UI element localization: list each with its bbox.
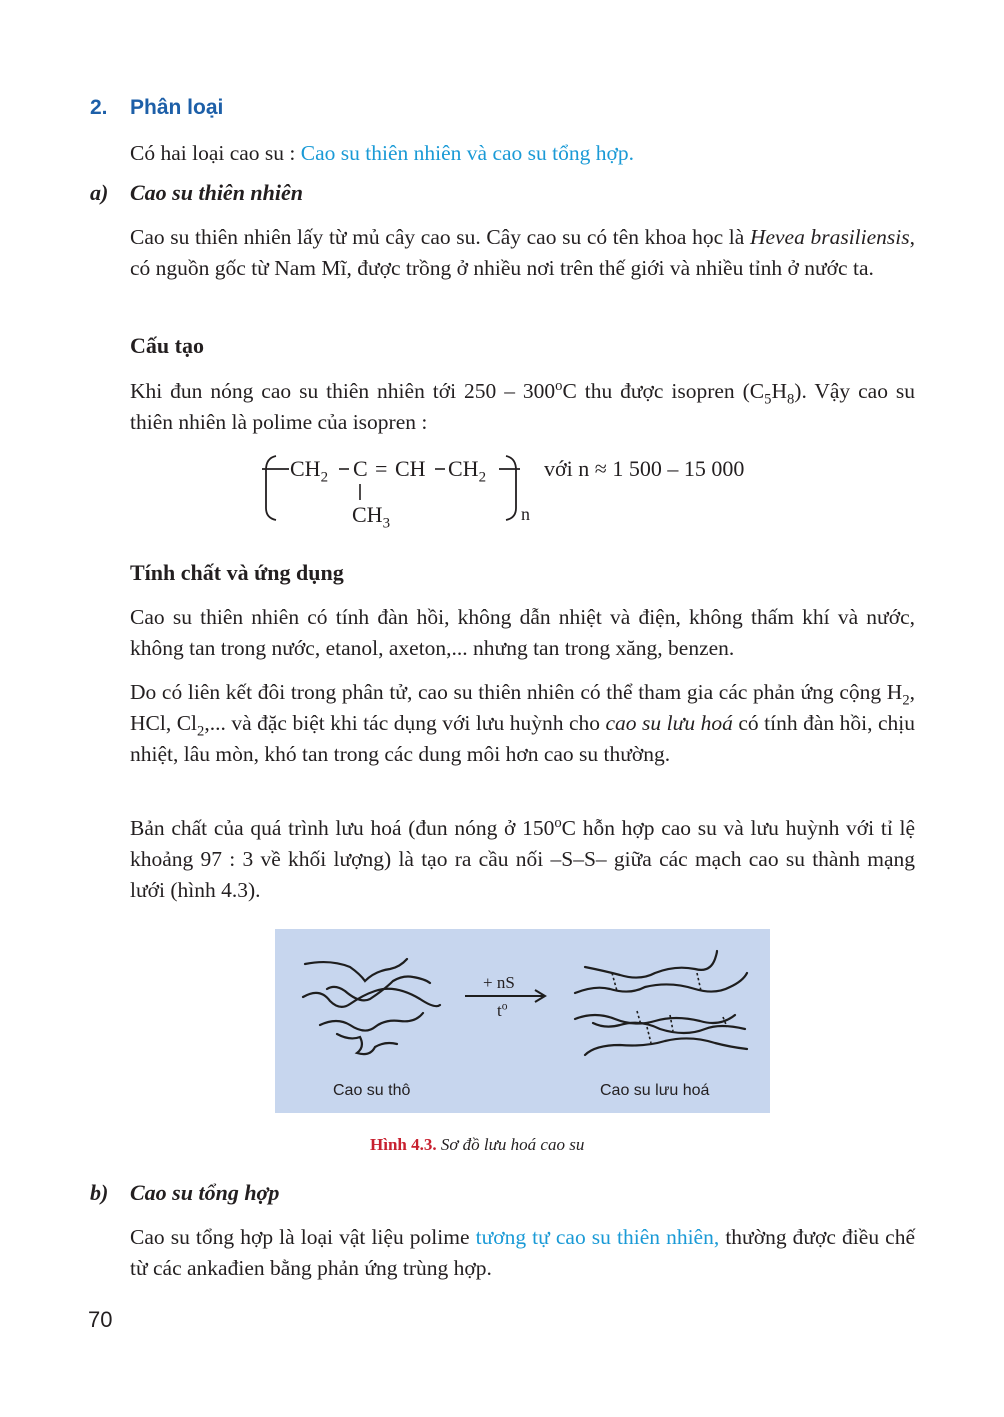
structure-text-1: Khi đun nóng cao su thiên nhiên tới 250 – 300: [130, 379, 556, 403]
paragraph-synthetic: Cao su tổng hợp là loại vật liệu polime tương tự cao su thiên nhiên, thường được điều chế từ các ankađien bằng phản ứng trùng hợp.: [130, 1225, 915, 1280]
page-number: 70: [88, 1307, 113, 1332]
paragraph-origin: [130, 222, 915, 284]
formula-double-bond: =: [375, 456, 388, 481]
section-title: Phân loại: [130, 96, 224, 119]
section-heading: [90, 96, 108, 120]
section-title-wrap: [130, 96, 223, 120]
raw-rubber-label: Cao su thô: [333, 1082, 411, 1099]
structure-text-3: H: [771, 379, 787, 403]
formula-ch3: $CH_3$: [352, 502, 391, 532]
figure-caption: [370, 1135, 584, 1155]
sub-a-title: Cao su thiên nhiên: [130, 180, 304, 205]
vulcanized-rubber-term: cao su lưu hoá: [605, 711, 733, 735]
formula-n: n: [521, 504, 530, 524]
paragraph-properties-3: Bản chất của quá trình lưu hoá (đun nóng ở 150$^o$C hỗn hợp cao su và lưu huỳnh với tỉ lệ khoảng 97 : 3 về khối lượng) là tạo ra cầu nối –S–S– giữa các mạch cao su thành mạng lưới (hình 4.3).: [130, 814, 916, 902]
structure-text-4: ). Vậy cao su thiên nhiên là polime của isopren :: [130, 379, 916, 434]
structure-text-2: C thu được isopren (C: [562, 379, 765, 403]
paragraph-properties-1: Cao su thiên nhiên có tính đàn hồi, không dẫn nhiệt và điện, không thấm khí và nước, không tan trong nước, etanol, axeton,... nhưng tan trong xăng, benzen.: [130, 605, 915, 660]
sub-8: 8: [786, 391, 795, 408]
para1-text-1: Cao su thiên nhiên lấy từ mủ cây cao su. Cây cao su có tên khoa học là: [130, 225, 750, 249]
isoprene-formula: [262, 450, 822, 540]
properties-heading: Tính chất và ứng dụng: [130, 560, 344, 585]
sub-b-label: b): [90, 1180, 109, 1205]
figure-caption-number: Hình 4.3.: [370, 1135, 437, 1154]
intro-highlight: Cao su thiên nhiên và cao su tổng hợp.: [300, 141, 634, 165]
para1-text-2: , có nguồn gốc từ Nam Mĩ, được trồng ở nhiều nơi trên thế giới và nhiều tỉnh ở nước ta.: [130, 225, 916, 280]
intro-paragraph: [130, 138, 920, 169]
structure-heading: Cấu tạo: [130, 333, 204, 358]
arrow-condition: $t^o$: [497, 999, 508, 1020]
figure-caption-text: Sơ đồ lưu hoá cao su: [436, 1135, 585, 1154]
formula-ch: CH: [395, 456, 426, 481]
sub-a-label: a): [90, 180, 109, 205]
vulcanized-rubber-label: Cao su lưu hoá: [600, 1082, 710, 1099]
sub-5: 5: [764, 391, 772, 408]
formula-ch2-b: $CH_2$: [448, 456, 487, 486]
intro-text: Có hai loại cao su :: [130, 141, 301, 165]
vulcanization-diagram: [275, 929, 770, 1113]
degree-sup: o: [555, 377, 563, 394]
arrow-reagent: + nS: [483, 973, 515, 992]
formula-c: C: [353, 456, 368, 481]
synthetic-highlight: tương tự cao su thiên nhiên,: [475, 1225, 720, 1249]
paragraph-properties-2: Do có liên kết đôi trong phân tử, cao su thiên nhiên có thể tham gia các phản ứng cộng $H_2$, HCl, $Cl_2$,... và đặc biệt khi tác dụng với lưu huỳnh cho cao su lưu hoá có tính đàn hồi, chịu nhiệt, lâu mòn, khó tan trong các dung môi hơn cao su thường.: [130, 680, 915, 766]
para1-scientific-name: Hevea brasiliensis: [749, 225, 910, 249]
paragraph-structure: [130, 376, 915, 438]
formula-ch2-a: $CH_2$: [290, 456, 329, 486]
section-number: 2.: [90, 96, 108, 119]
formula-note: với n ≈ 1 500 – 15 000: [544, 456, 745, 481]
sub-b-title: Cao su tổng hợp: [130, 1180, 280, 1205]
